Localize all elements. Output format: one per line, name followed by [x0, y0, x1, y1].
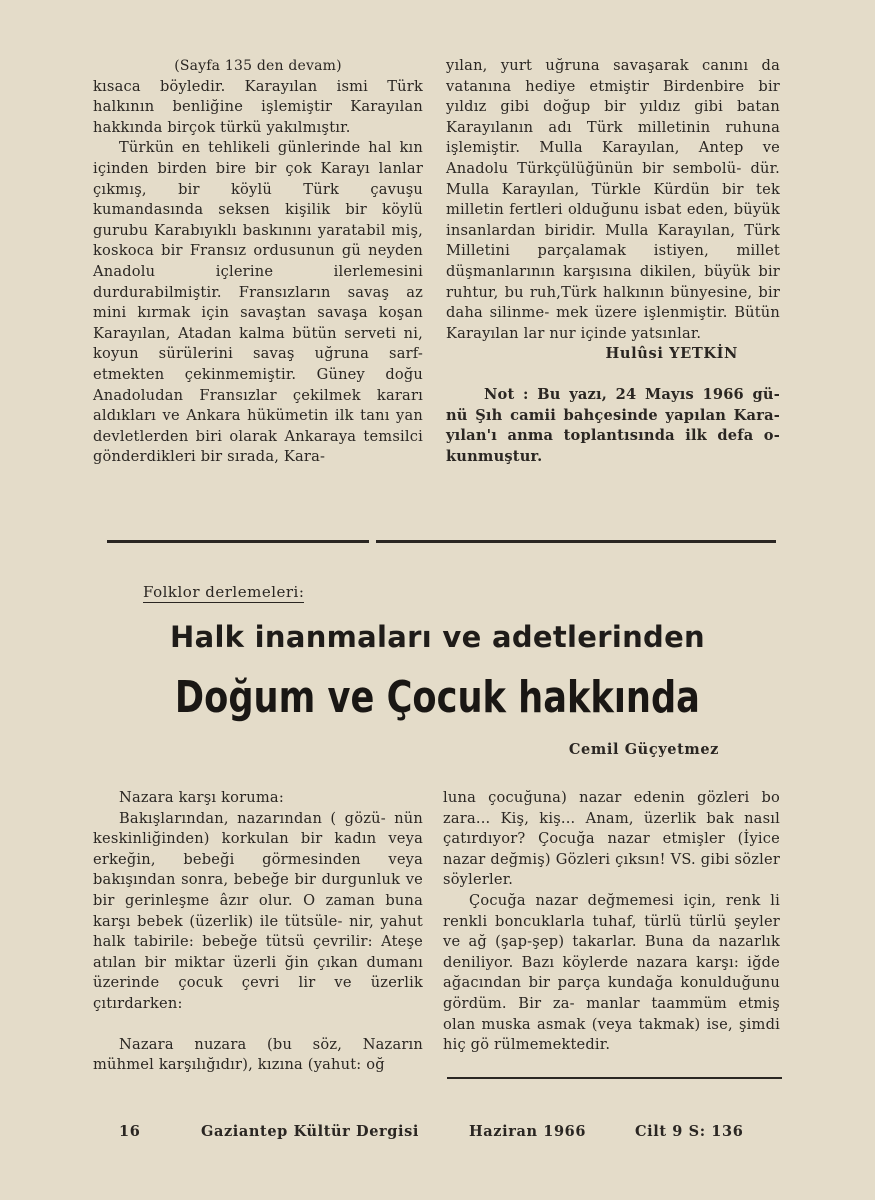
continued-from-note: (Sayfa 135 den devam)	[174, 58, 342, 74]
paragraph: kısaca böyledir. Karayılan ismi Türk halkının benliğine işlemiştir Karayılan hakkında birçok türkü yakılmıştır.	[93, 77, 423, 136]
spacer	[446, 365, 780, 385]
editor-note: Not : Bu yazı, 24 Mayıs 1966 gü- nü Şıh camii bahçesinde yapılan Kara- yılan'ı anma toplantısında ilk defa o- kunmuştur.	[446, 385, 780, 465]
article-author: Cemil Güçyetmez	[568, 741, 719, 758]
issue-date: Haziran 1966	[469, 1123, 587, 1140]
top-left-column	[93, 56, 423, 468]
article-subtitle: Halk inanmaları ve adetlerinden	[170, 620, 705, 654]
paragraph: yılan, yurt uğruna savaşarak canını da vatanına hediye etmiştir Birdenbire bir yıldız gibi doğup bir yıldız gibi batan Karayılanın adı Türk milletinin ruhuna işlemiştir. Mulla Karayılan, Antep ve Anadolu Türkçülüğünün bir sembolü- dür. Mulla Karayılan, Türkle Kürdün bir tek milletin fertleri olduğunu isbat eden, büyük insanlardan biridir. Mulla Karayılan, Türk Milletini parçalamak istiyen, millet düşmanlarının karşısına dikilen, büyük bir ruhtur, bu ruh,Türk halkının bünyesine, bir daha silinme- mek üzere işlenmiştir. Bütün Karayılan lar nur içinde yatsınlar.	[446, 57, 780, 342]
page-number: 16	[119, 1123, 141, 1140]
paragraph: Nazara nuzara (bu söz, Nazarın mühmel karşılığıdır), kızına (yahut: oğ	[93, 1035, 423, 1074]
volume-issue: Cilt 9 S: 136	[635, 1123, 744, 1140]
article-right-column	[443, 788, 780, 1056]
article-title: Doğum ve Çocuk hakkında	[174, 672, 700, 723]
article-left-column	[93, 788, 423, 1076]
column-end-rule	[447, 1077, 782, 1079]
paragraph: Türkün en tehlikeli günlerinde hal kın içinden birden bire bir çok Karayı lanlar çıkmış, bir köylü Türk çavuşu kumandasında seksen kişilik bir köylü gurubu Karabıyıklı baskınını yaratabil miş, koskoca bir Fransız ordusunun gü neyden Anadolu içlerine ilerlemesini durdurabilmiştir. Fransızların savaş az mini kırmak için savaştan savaşa koşan Karayılan, Atadan kalma bütün serveti ni, koyun sürülerini savaş uğruna sarf- etmekten çekinmemiştir. Güney doğu Anadoludan Fransızlar çekilmek kararı aldıkları ve Ankara hükümetin ilk tanı yan devletlerden biri olarak Ankaraya temsilci gönderdikleri bir sırada, Kara-	[93, 139, 423, 466]
paragraph: luna çocuğuna) nazar edenin gözleri bo zara... Kiş, kiş... Anam, üzerlik bak nasıl çatırdıyor? Çocuğa nazar etmişler (İyice nazar değmiş) Gözleri çıksın! VS. gibi sözler söylerler.	[443, 789, 780, 889]
paragraph: Bakışlarından, nazarından ( gözü- nün keskinliğinden) korkulan bir kadın veya erkeğin, bebeği görmesinden veya bakışından sonra, bebeğe bir durgunluk ve bir gerinleşme âzır olur. O zaman buna karşı bebek (üzerlik) ile tütsüle- nir, yahut halk tabirile: bebeğe tütsü çevrilir: Ateşe atılan bir miktar üzerli ğin çıkan dumanı üzerinde çocuk çevri lir ve üzerlik çıtırdarken:	[93, 809, 423, 1012]
author-signature: Hulûsi YETKİN	[605, 345, 738, 363]
section-divider	[107, 540, 369, 543]
subheading: Nazara karşı koruma:	[119, 789, 284, 806]
magazine-name: Gaziantep Kültür Dergisi	[201, 1123, 419, 1140]
section-divider	[376, 540, 776, 543]
top-right-column	[446, 56, 780, 467]
spacer	[93, 1015, 423, 1035]
section-label: Folklor derlemeleri:	[143, 583, 305, 601]
paragraph: Çocuğa nazar değmemesi için, renk li renkli boncuklarla tuhaf, türlü türlü şeyler ve ağ (şap-şep) takarlar. Buna da nazarlık deniliyor. Bazı köylerde nazara karşı: iğde ağacından bir parça kundağa konulduğunu gördüm. Bir za- manlar taammüm etmiş olan muska asmak (veya takmak) ise, şimdi hiç gö rülmemektedir.	[443, 891, 780, 1054]
